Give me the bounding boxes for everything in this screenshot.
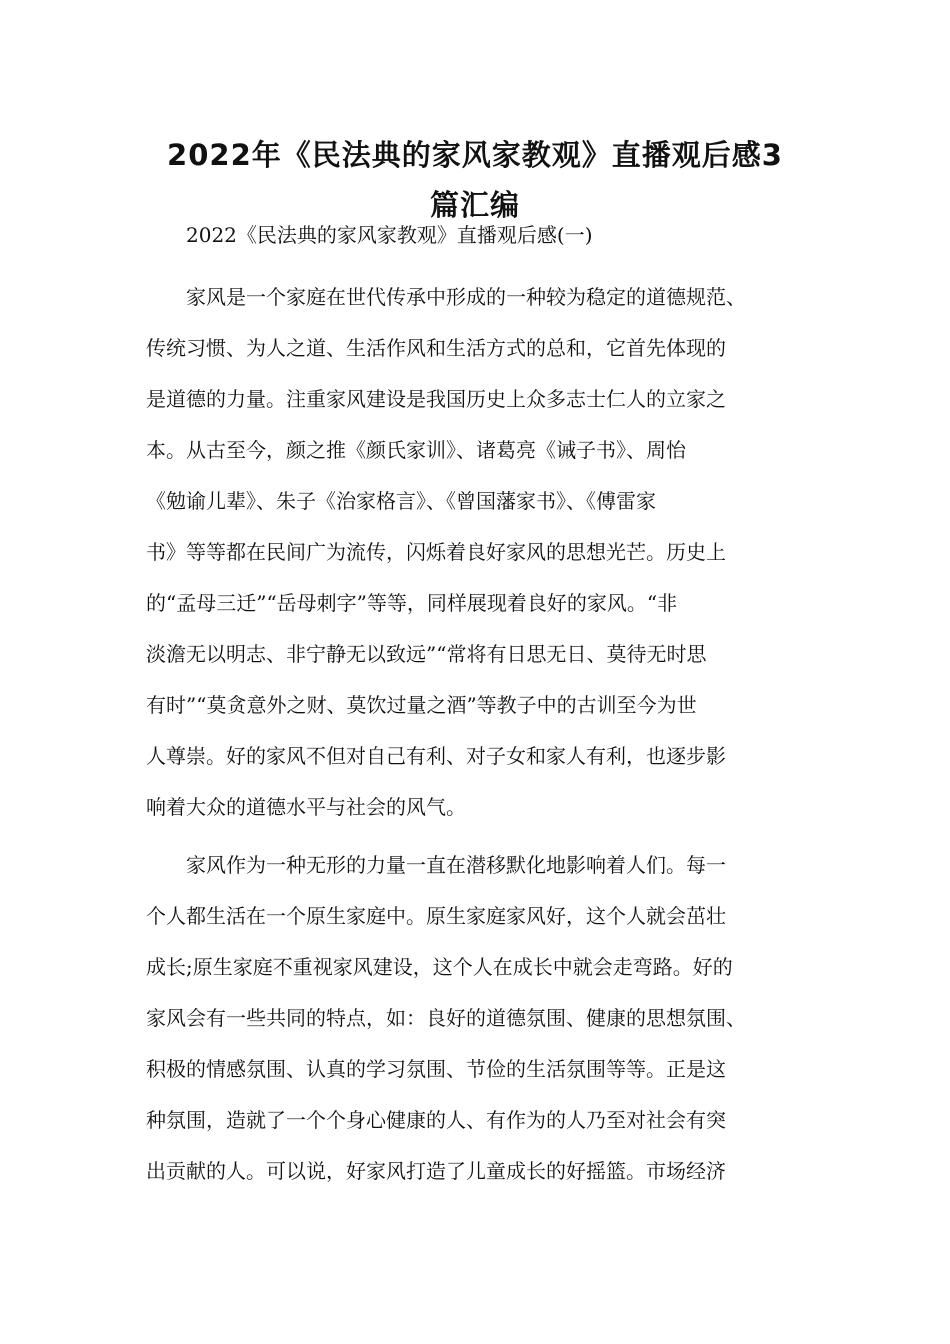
paragraph-line: 传统习惯、为人之道、生活作风和生活方式的总和，它首先体现的 <box>146 336 726 360</box>
paragraph-1 <box>146 272 826 833</box>
document-title-line-1: 2022年《民法典的家风家教观》直播观后感3 <box>167 138 783 172</box>
paragraph-line: 个人都生活在一个原生家庭中。原生家庭家风好，这个人就会茁壮 <box>146 904 726 928</box>
paragraph-line: 积极的情感氛围、认真的学习氛围、节俭的生活氛围等等。正是这 <box>146 1057 726 1081</box>
paragraph-line: 淡澹无以明志、非宁静无以致远”“常将有日思无日、莫待无时思 <box>146 642 707 666</box>
paragraph-line: 《勉谕儿辈》、朱子《治家格言》、《曾国藩家书》、《傅雷家 <box>146 489 656 513</box>
paragraph-line: 人尊崇。好的家风不但对自己有利、对子女和家人有利，也逐步影 <box>146 744 726 768</box>
paragraph-line: 本。从古至今，颜之推《颜氏家训》、诸葛亮《诫子书》、周怡 <box>146 438 686 462</box>
paragraph-2 <box>146 840 826 1197</box>
document-title-line-2: 篇汇编 <box>429 188 520 222</box>
paragraph-line: 书》等等都在民间广为流传，闪烁着良好家风的思想光芒。历史上 <box>146 540 726 564</box>
paragraph-line: 响着大众的道德水平与社会的风气。 <box>146 795 466 819</box>
paragraph-line: 家风作为一种无形的力量一直在潜移默化地影响着人们。每一 <box>186 853 726 877</box>
section-heading: 2022《民法典的家风家教观》直播观后感(一) <box>186 223 593 247</box>
paragraph-line: 家风会有一些共同的特点，如：良好的道德氛围、健康的思想氛围、 <box>146 1006 746 1030</box>
paragraph-line: 种氛围，造就了一个个身心健康的人、有作为的人乃至对社会有突 <box>146 1108 726 1132</box>
paragraph-line: 成长;原生家庭不重视家风建设，这个人在成长中就会走弯路。好的 <box>146 955 733 979</box>
paragraph-line: 出贡献的人。可以说，好家风打造了儿童成长的好摇篮。市场经济 <box>146 1159 726 1183</box>
paragraph-line: 是道德的力量。注重家风建设是我国历史上众多志士仁人的立家之 <box>146 387 726 411</box>
paragraph-line: 家风是一个家庭在世代传承中形成的一种较为稳定的道德规范、 <box>186 285 746 309</box>
paragraph-line: 有时”“莫贪意外之财、莫饮过量之酒”等教子中的古训至今为世 <box>146 693 697 717</box>
paragraph-line: 的“孟母三迁”“岳母刺字”等等，同样展现着良好的家风。“非 <box>146 591 678 615</box>
